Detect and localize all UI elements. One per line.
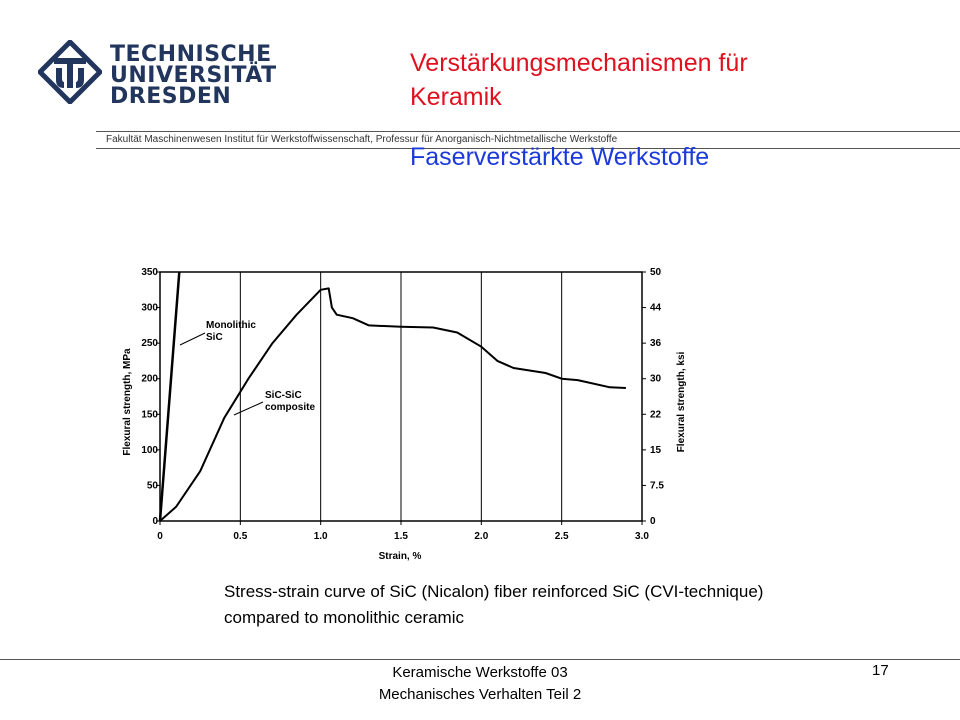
figure-caption-line: compared to monolithic ceramic [224, 608, 464, 627]
x-tick-label: 2.0 [474, 531, 489, 542]
slide-title-line: Verstärkungsmechanismen für [410, 49, 748, 77]
series-label-composite: composite [265, 402, 316, 413]
x-tick-label: 0.5 [233, 531, 248, 542]
series-pointer-monolithic [180, 333, 205, 345]
slide-subtitle: Faserverstärkte Werkstoffe [410, 143, 710, 171]
y-tick-label: 250 [141, 338, 158, 350]
y2-tick-label: 50 [650, 267, 662, 278]
faculty-line: Fakultät Maschinenwesen Institut für Werkstoffwissenschaft, Professur für Anorganisch-Nichtmetallische Werkstoffe [106, 134, 618, 145]
y2-tick-label: 7.5 [650, 480, 664, 492]
x-axis-label: Strain, % [378, 551, 422, 562]
x-tick-label: 1.5 [394, 531, 408, 542]
footer-course-line: Mechanisches Verhalten Teil 2 [378, 686, 582, 703]
y-tick-label: 50 [146, 480, 158, 492]
chart-grid [160, 272, 642, 521]
y2-tick-label: 30 [650, 373, 662, 385]
footer-divider [0, 659, 960, 660]
y2-axis-label: Flexural strength, ksi [676, 351, 687, 453]
series-label-monolithic: SiC [206, 332, 223, 343]
slide-title [410, 46, 748, 114]
y-axis-label: Flexural strength, MPa [122, 348, 133, 456]
y2-tick-label: 0 [650, 516, 656, 527]
y-tick-label: 0 [152, 516, 158, 527]
figure-caption-line: Stress-strain curve of SiC (Nicalon) fiber reinforced SiC (CVI-technique) [224, 582, 764, 601]
x-tick-label: 0 [157, 531, 163, 542]
x-tick-label: 1.0 [313, 531, 328, 542]
footer-course-line: Keramische Werkstoffe 03 [392, 664, 568, 681]
university-name-line: DRESDEN [110, 84, 232, 109]
chart-axes [141, 267, 664, 542]
y-tick-label: 200 [141, 373, 158, 385]
y-tick-label: 150 [141, 409, 158, 421]
header-divider [96, 131, 960, 132]
page-number: 17 [872, 662, 889, 679]
y-tick-label: 350 [141, 267, 158, 278]
figure-caption [224, 579, 763, 631]
y-tick-label: 100 [141, 444, 158, 456]
y-tick-label: 300 [141, 302, 158, 314]
y2-tick-label: 44 [650, 302, 662, 314]
university-name [110, 44, 277, 107]
x-tick-label: 3.0 [635, 531, 649, 542]
university-name-line: UNIVERSITÄT [110, 63, 277, 88]
series-label-composite: SiC-SiC [265, 390, 302, 401]
y2-tick-label: 22 [650, 409, 662, 421]
series-line-monolithic [160, 272, 179, 521]
stress-strain-chart [110, 262, 700, 572]
chart-series [160, 272, 626, 521]
footer-course [300, 662, 660, 706]
series-label-monolithic: Monolithic [206, 320, 256, 331]
x-tick-label: 2.5 [554, 531, 569, 542]
series-pointer-composite [234, 402, 263, 415]
y2-tick-label: 15 [650, 444, 662, 456]
y2-tick-label: 36 [650, 338, 662, 350]
university-logo-icon [38, 40, 102, 104]
slide-title-line: Keramik [410, 83, 502, 111]
university-name-line: TECHNISCHE [110, 42, 272, 67]
